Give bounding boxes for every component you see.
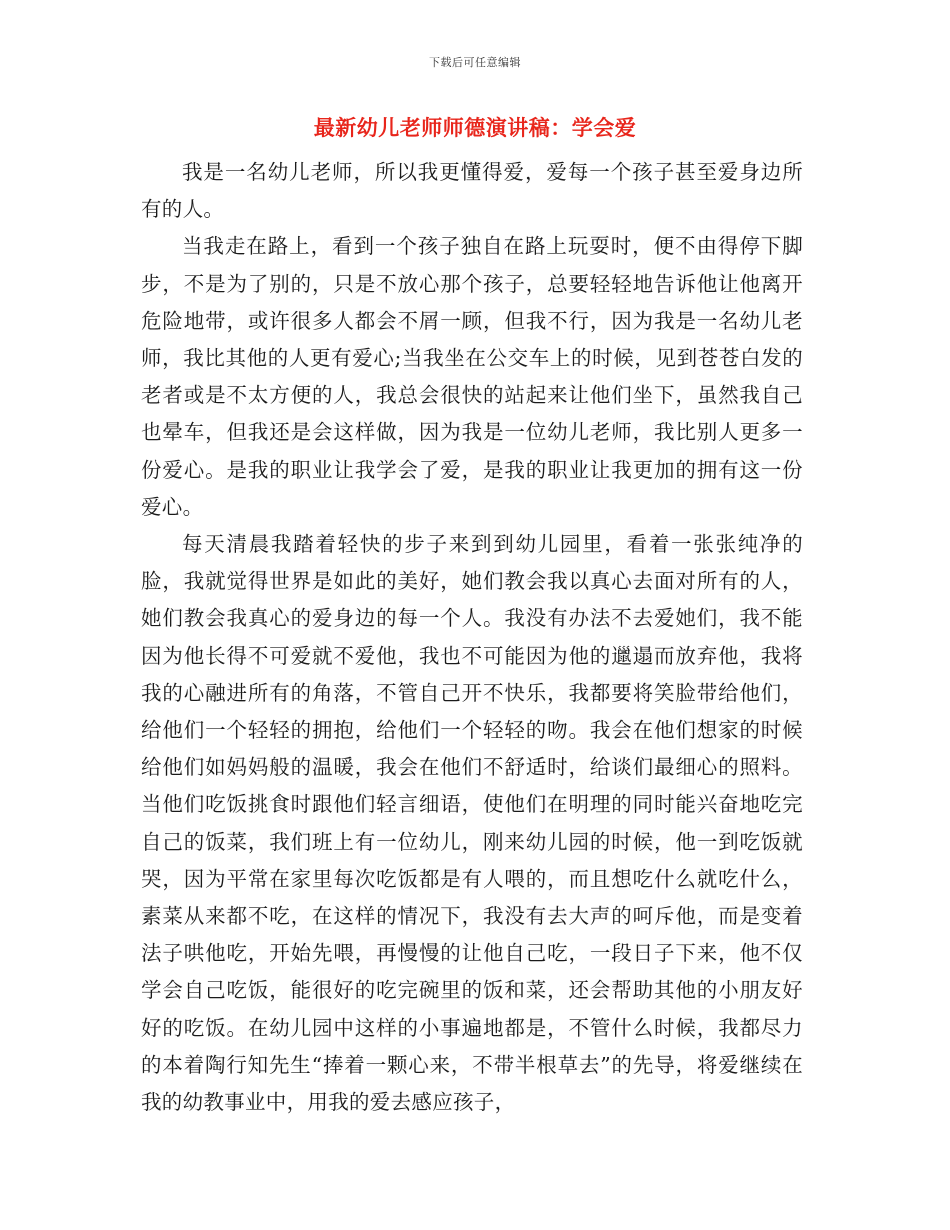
paragraph-3: 每天清晨我踏着轻快的步子来到到幼儿园里，看着一张张纯净的脸，我就觉得世界是如此的美好，她们教会我以真心去面对所有的人，她们教会我真心的爱身边的每一个人。我没有办法不去爱她们，我不能因为他长得不可爱就不爱他，我也不可能因为他的邋遢而放弃他，我将我的心融进所有的角落，不管自己开不快乐，我都要将笑脸带给他们，给他们一个轻轻的拥抱，给他们一个轻轻的吻。我会在他们想家的时候给他们如妈妈般的温暖，我会在他们不舒适时，给谈们最细心的照料。当他们吃饭挑食时跟他们轻言细语，使他们在明理的同时能兴奋地吃完自己的饭菜，我们班上有一位幼儿，刚来幼儿园的时候，他一到吃饭就哭，因为平常在家里每次吃饭都是有人喂的，而且想吃什么就吃什么，素菜从来都不吃，在这样的情况下，我没有去大声的呵斥他，而是变着法子哄他吃，开始先喂，再慢慢的让他自己吃，一段日子下来，他不仅学会自己吃饭，能很好的吃完碗里的饭和菜，还会帮助其他的小朋友好好的吃饭。在幼儿园中这样的小事遍地都是，不管什么时候，我都尽力的本着陶行知先生“捧着一颗心来，不带半根草去”的先导，将爱继续在我的幼教事业中，用我的爱去感应孩子，	[141, 532, 803, 1115]
header-note: 下载后可任意编辑	[429, 56, 521, 69]
paragraph-1: 我是一名幼儿老师，所以我更懂得爱，爱每一个孩子甚至爱身边所有的人。	[141, 160, 803, 222]
paragraph-2: 当我走在路上，看到一个孩子独自在路上玩耍时，便不由得停下脚步，不是为了别的，只是不放心那个孩子，总要轻轻地告诉他让他离开危险地带，或许很多人都会不屑一顾，但我不行，因为我是一名幼儿老师，我比其他的人更有爱心;当我坐在公交车上的时候，见到苍苍白发的老者或是不太方便的人，我总会很快的站起来让他们坐下，虽然我自己也晕车，但我还是会这样做，因为我是一位幼儿老师，我比别人更多一份爱心。是我的职业让我学会了爱，是我的职业让我更加的拥有这一份爱心。	[141, 234, 803, 519]
document-title: 最新幼儿老师师德演讲稿：学会爱	[313, 115, 637, 140]
document-body	[141, 154, 803, 1121]
